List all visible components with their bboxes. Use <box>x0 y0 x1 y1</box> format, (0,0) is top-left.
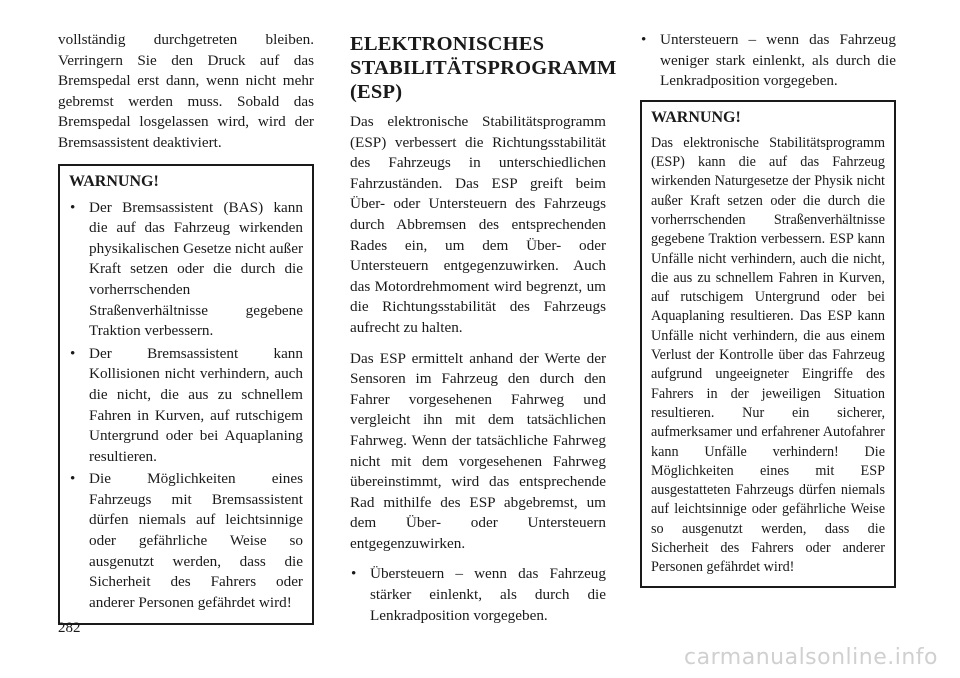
esp-warning-box <box>640 100 896 588</box>
warning-title: WARNUNG! <box>651 108 741 126</box>
left-column <box>58 30 314 625</box>
bas-warning-box <box>58 164 314 626</box>
bullet-icon: • <box>641 31 647 48</box>
bullet-icon: • <box>351 565 357 583</box>
page-number: 282 <box>58 620 81 636</box>
warning-item <box>69 469 303 613</box>
esp-paragraph-2: Das ESP ermittelt anhand der Werte der Sensoren im Fahrzeug den durch den Fahrer vorgesehenen Fahrweg und vergleicht ihn mit dem tatsächlichen Fahrweg. Wenn der tatsächliche Fahrweg nicht mit dem vorgesehenen Fahrweg übereinstimmt, wird das entsprechende Rad mithilfe des ESP abgebremst, um dem Über- oder Untersteuern entgegenzuwirken. <box>350 349 606 552</box>
oversteer-text: Übersteuern – wenn das Fahrzeug stärker einlenkt, als durch die Lenkradposition vorgegeben. <box>370 565 606 624</box>
warning-item-text: Der Bremsassistent (BAS) kann die auf das Fahrzeug wirkenden physikalischen Gesetze nicht außer Kraft setzen oder die durch die vorherrschenden Straßenverhältnisse gegebene Traktion verbessern. <box>89 198 303 340</box>
warning-list <box>69 198 303 614</box>
warning-text: Das elektronische Stabilitätsprogramm (ESP) kann die auf das Fahrzeug wirkenden Naturgesetze der Physik nicht außer Kraft setzen oder die durch die vorherrschenden Straßenverhältnisse gegebene Traktion verbessern. ESP kann Unfälle nicht verhindern, auch die nicht, die aus zu schnellem Fahren in Kurven, auf rutschigem Untergrund oder bei Aquaplaning resultieren. Das ESP kann Unfälle nicht verhindern, die aus einem Verlust der Kontrolle über das Fahrzeug aufgrund ungeeigneter Eingriffe des Fahrers in der jeweiligen Situation resultieren. Nur ein sicherer, aufmerksamer und erfahrener Autofahrer kann Unfälle verhindern! Die Möglichkeiten eines mit ESP ausgestatteten Fahrzeugs dürfen niemals auf leichtsinnige oder gefährliche Weise so ausgenutzt werden, dass die Sicherheit des Fahrers oder anderer Personen gefährdet wird! <box>651 134 885 576</box>
section-heading: ELEKTRONISCHES STABILITÄTSPROGRAMM (ESP) <box>350 33 617 103</box>
warning-item-text: Die Möglichkeiten eines Fahrzeugs mit Bremsassistent dürfen niemals auf leichtsinnige oder gefährliche Weise so ausgenutzt werden, dass die Sicherheit des Fahrers oder anderer Personen gefährdet wird! <box>89 470 303 611</box>
oversteer-item <box>350 564 606 626</box>
bullet-icon: • <box>70 470 76 488</box>
middle-column <box>350 30 617 628</box>
intro-paragraph: vollständig durchgetreten bleiben. Verringern Sie den Druck auf das Bremspedal erst dann, wenn nicht mehr gebremst werden muss. Sobald das Bremspedal losgelassen wird, wird der Bremsassistent deaktiviert. <box>58 31 314 151</box>
warning-item-text: Der Bremsassistent kann Kollisionen nicht verhindern, auch die nicht, die aus zu schnellem Fahren in Kurven, auf rutschigem Untergrund oder bei Aquaplaning resultieren. <box>89 344 303 465</box>
watermark: carmanualsonline.info <box>684 645 938 670</box>
warning-item <box>69 198 303 342</box>
understeer-text: Untersteuern – wenn das Fahrzeug weniger stark einlenkt, als durch die Lenkradposition vorgegeben. <box>660 31 896 90</box>
steering-list-continued <box>640 30 896 92</box>
esp-paragraph-1: Das elektronische Stabilitätsprogramm (ESP) verbessert die Richtungsstabilität des Fahrzeugs in unterschiedlichen Fahrzuständen. Das ESP greift beim Über- oder Untersteuern des Fahrzeugs durch Abbremsen des entsprechenden Rades ein, um dem Über- oder Untersteuern entgegenzuwirken. Auch das Motordrehmoment wird begrenzt, um die Richtungsstabilität des Fahrzeugs aufrecht zu halten. <box>350 113 606 336</box>
steering-list <box>350 564 606 626</box>
right-column <box>640 30 896 588</box>
warning-item <box>69 344 303 468</box>
bullet-icon: • <box>70 344 76 362</box>
understeer-item <box>640 30 896 92</box>
bullet-icon: • <box>70 198 76 216</box>
warning-title: WARNUNG! <box>69 172 159 190</box>
